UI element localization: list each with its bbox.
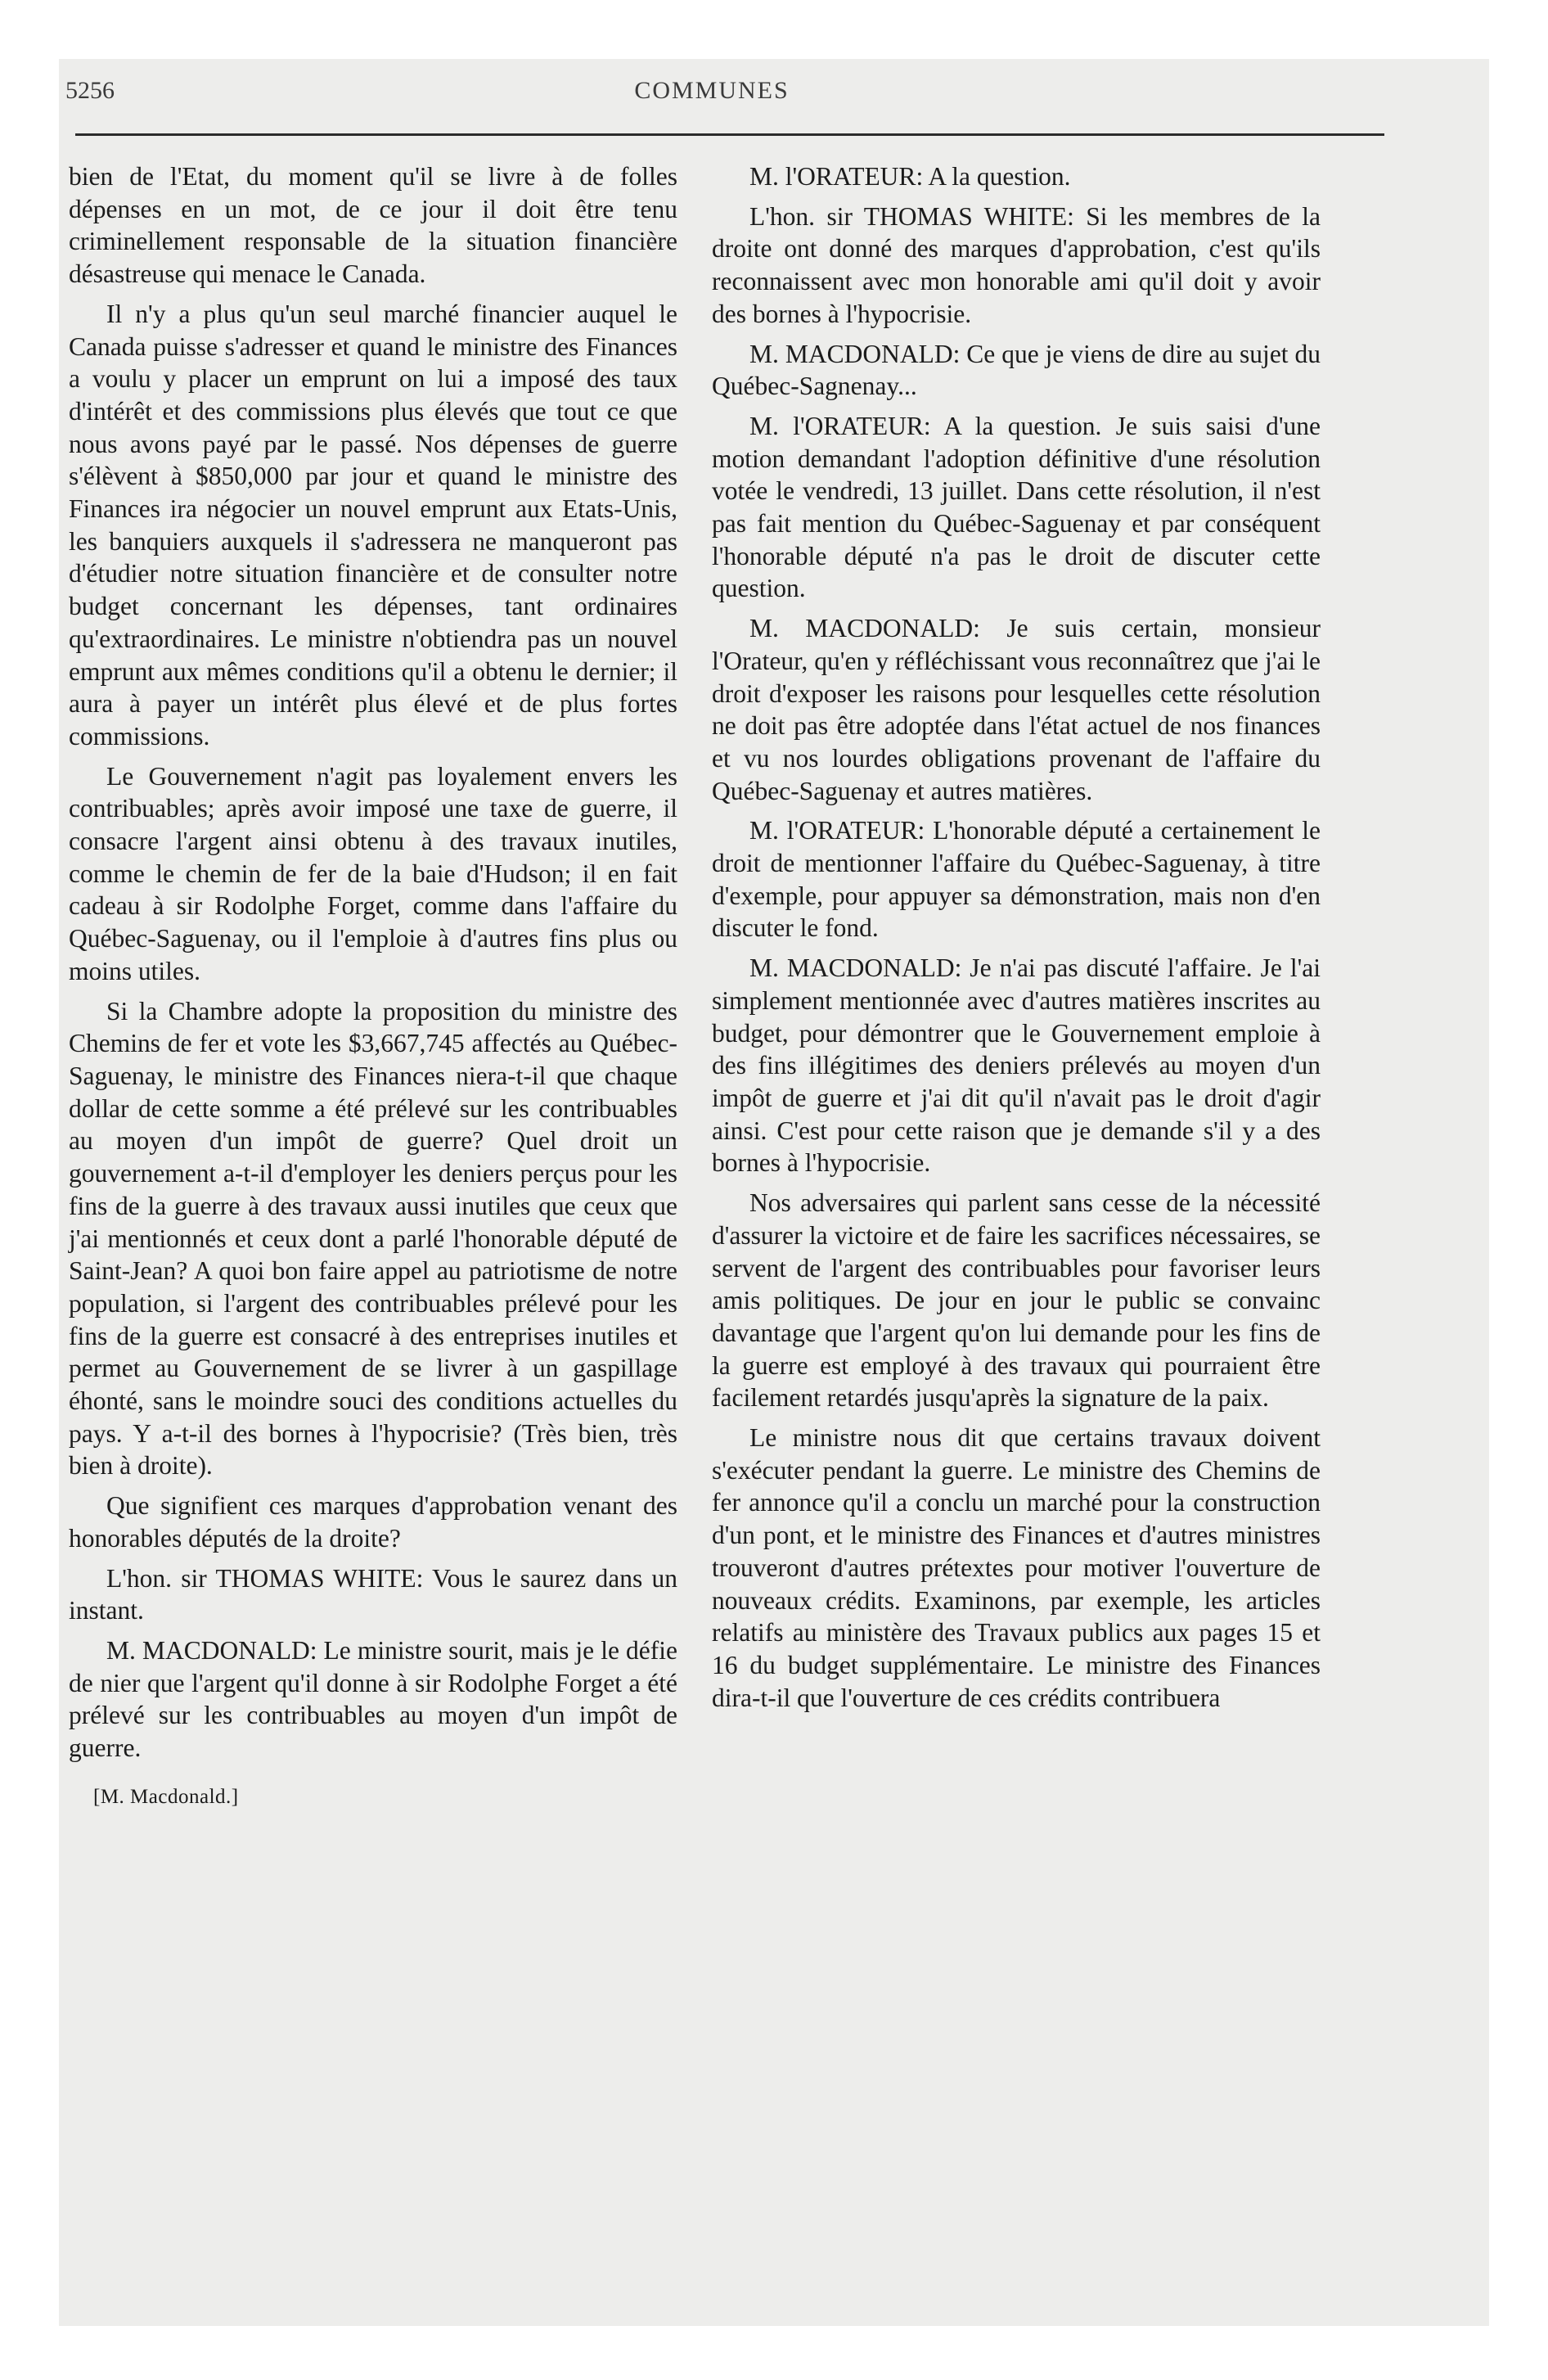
paragraph: L'hon. sir THOMAS WHITE: Vous le saurez dans un instant. xyxy=(69,1563,677,1625)
paragraph: M. MACDONALD: Je n'ai pas discuté l'affaire. Je l'ai simplement mentionnée avec d'autres matières inscrites au budget, pour démontrer que le Gouvernement emploie à des fins illégitimes des deniers prélevés au moyen d'un impôt de guerre et j'ai dit qu'il n'avait pas le droit d'agir ainsi. C'est pour cette raison que je demande s'il y a des bornes à l'hypocrisie. xyxy=(712,953,1321,1178)
paragraph: Si la Chambre adopte la proposition du ministre des Chemins de fer et vote les $3,667,745 affectés au Québec-Saguenay, le ministre des Finances niera-t-il que chaque dollar de cette somme a été prélevé sur les contribuables au moyen d'un impôt de guerre? Quel droit un gouvernement a-t-il d'employer les deniers perçus pour les fins de la guerre à des travaux aussi inutiles que ceux que j'ai mentionnés et ceux dont a parlé l'honorable député de Saint-Jean? A quoi bon faire appel au patriotisme de notre population, si l'argent des contribuables prélevé pour les fins de la guerre est consacré à des entreprises inutiles et permet au Gouvernement de se livrer à un gaspillage éhonté, sans le moindre souci des conditions actuelles du pays. Y a-t-il des bornes à l'hypocrisie? (Très bien, très bien à droite). xyxy=(69,996,677,1481)
page-number: 5256 xyxy=(65,77,115,104)
paragraph: Nos adversaires qui parlent sans cesse de la nécessité d'assurer la victoire et de faire les sacrifices nécessaires, se servent de l'argent des contribuables pour favoriser leurs amis politiques. De jour en jour le public se convainc davantage que l'argent qu'on lui demande pour les fins de la guerre est employé à des travaux qui pourraient être facilement retardés jusqu'après la signature de la paix. xyxy=(712,1188,1321,1413)
paragraph: M. MACDONALD: Je suis certain, monsieur l'Orateur, qu'en y réfléchissant vous reconnaîtrez que j'ai le droit d'exposer les raisons pour lesquelles cette résolution ne doit pas être adoptée dans l'état actuel de nos finances et vu nos lourdes obligations provenant de l'affaire du Québec-Saguenay et autres matières. xyxy=(712,614,1321,805)
paragraph: Le ministre nous dit que certains travaux doivent s'exécuter pendant la guerre. Le ministre des Chemins de fer annonce qu'il a conclu un marché pour la construction d'un pont, et le ministre des Finances et d'autres ministres trouveront d'autres prétextes pour motiver l'ouverture de nouveaux crédits. Examinons, par exemple, les articles relatifs au ministère des Travaux publics aux pages 15 et 16 du budget supplémentaire. Le ministre des Finances dira-t-il que l'ouverture de ces crédits contribuera xyxy=(712,1423,1321,1712)
paragraph: Il n'y a plus qu'un seul marché financier auquel le Canada puisse s'adresser et quand le ministre des Finances a voulu y placer un emprunt on lui a imposé des taux d'intérêt et des commissions plus élevés que tout ce que nous avons payé par le passé. Nos dépenses de guerre s'élèvent à $850,000 par jour et quand le ministre des Finances ira négocier un nouvel emprunt aux Etats-Unis, les banquiers auxquels il s'adressera ne manqueront pas d'étudier notre situation financière et de consulter notre budget concernant les dépenses, tant ordinaires qu'extraordinaires. Le ministre n'obtiendra pas un nouvel emprunt aux mêmes conditions qu'il a obtenu le dernier; il aura à payer un intérêt plus élevé et de plus fortes commissions. xyxy=(69,299,677,751)
paragraph: Que signifient ces marques d'approbation venant des honorables députés de la droite? xyxy=(69,1491,677,1553)
paragraph: bien de l'Etat, du moment qu'il se livre à de folles dépenses en un mot, de ce jour il doit être tenu criminellement responsable de la situation financière désastreuse qui menace le Canada. xyxy=(69,162,677,289)
paragraph: L'hon. sir THOMAS WHITE: Si les membres de la droite ont donné des marques d'approbation, c'est qu'ils reconnaissent avec mon honorable ami qu'il doit y avoir des bornes à l'hypocrisie. xyxy=(712,201,1321,328)
paragraph: Le Gouvernement n'agit pas loyalement envers les contribuables; après avoir imposé une taxe de guerre, il consacre l'argent ainsi obtenu à des travaux inutiles, comme le chemin de fer de la baie d'Hudson; il en fait cadeau à sir Rodolphe Forget, comme dans l'affaire du Québec-Saguenay, ou il l'emploie à d'autres fins plus ou moins utiles. xyxy=(69,761,677,985)
paragraph: M. MACDONALD: Ce que je viens de dire au sujet du Québec-Sagnenay... xyxy=(712,339,1321,401)
paragraph: M. l'ORATEUR: A la question. xyxy=(749,162,1071,191)
paragraph: M. MACDONALD: Le ministre sourit, mais je le défie de nier que l'argent qu'il donne à sir Rodolphe Forget a été prélevé sur les contribuables au moyen d'un impôt de guerre. xyxy=(69,1635,677,1763)
page-header xyxy=(25,77,1383,118)
running-head: COMMUNES xyxy=(634,77,790,104)
left-column xyxy=(69,160,677,1820)
paragraph: M. l'ORATEUR: A la question. Je suis saisi d'une motion demandant l'adoption définitive d'une résolution votée le vendredi, 13 juillet. Dans cette résolution, il n'est pas fait mention du Québec-Saguenay et par conséquent l'honorable député n'a pas le droit de discuter cette question. xyxy=(712,411,1321,603)
right-column xyxy=(712,160,1321,1721)
speaker-footnote: [M. Macdonald.] xyxy=(93,1785,239,1808)
header-rule xyxy=(75,133,1384,136)
paragraph: M. l'ORATEUR: L'honorable député a certainement le droit de mentionner l'affaire du Québec-Saguenay, à titre d'exemple, pour appuyer sa démonstration, mais non d'en discuter le fond. xyxy=(712,816,1321,943)
